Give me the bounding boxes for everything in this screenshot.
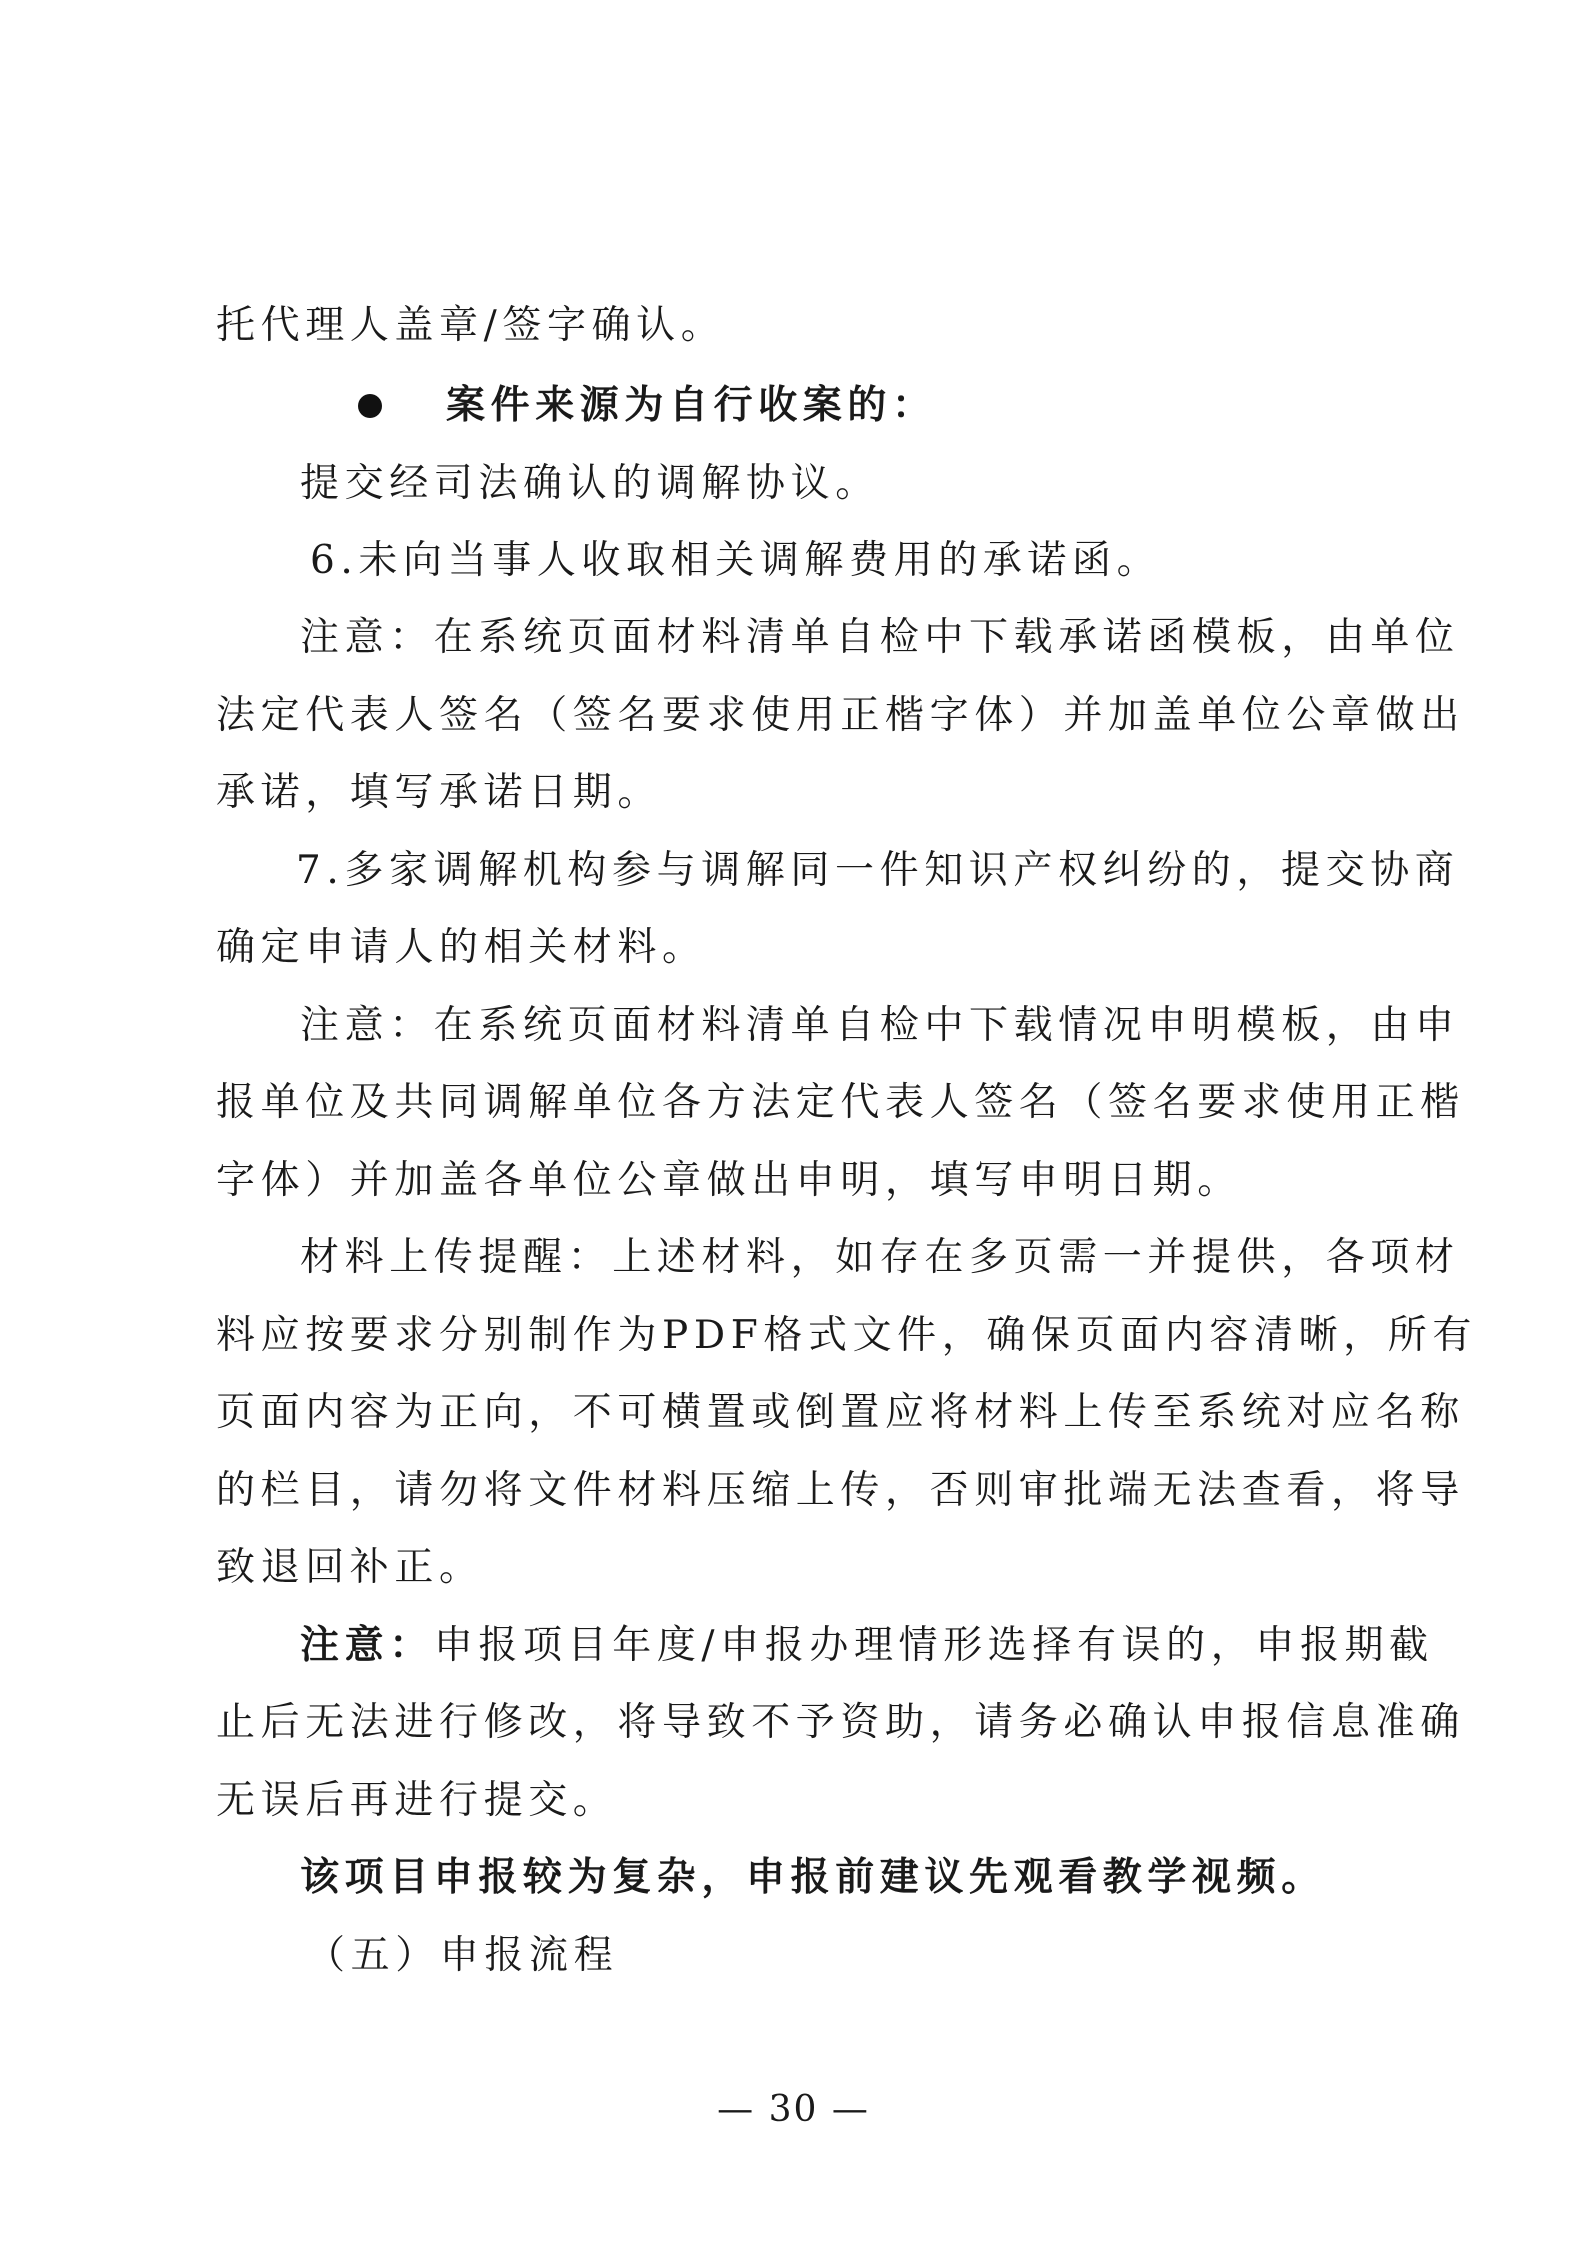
note-line — [300, 1620, 1480, 1672]
list-item-7: 7.多家调解机构参与调解同一件知识产权纠纷的，提交协商 — [296, 848, 1460, 893]
paragraph-line: 字体）并加盖各单位公章做出申明，填写申明日期。 — [216, 1158, 1242, 1203]
page-number: — 30 — — [717, 2089, 870, 2130]
list-item-6: 6.未向当事人收取相关调解费用的承诺函。 — [310, 538, 1162, 583]
note-text: 申报项目年度/申报办理情形选择有误的，申报期截 — [433, 1623, 1434, 1668]
paragraph-line: 料应按要求分别制作为PDF格式文件，确保页面内容清晰，所有 — [216, 1313, 1477, 1358]
paragraph-line: 无误后再进行提交。 — [216, 1778, 618, 1823]
bullet-heading: 案件来源为自行收案的： — [446, 383, 937, 428]
paragraph-line: 报单位及共同调解单位各方法定代表人签名（签名要求使用正楷 — [216, 1080, 1465, 1125]
paragraph-line: 法定代表人签名（签名要求使用正楷字体）并加盖单位公章做出 — [216, 693, 1465, 738]
note-label: 注意： — [300, 1623, 434, 1668]
emphasis-line: 该项目申报较为复杂，申报前建议先观看教学视频。 — [300, 1855, 1326, 1900]
paragraph-line: 提交经司法确认的调解协议。 — [300, 461, 880, 506]
paragraph-line: 承诺，填写承诺日期。 — [216, 770, 663, 815]
paragraph-line: 致退回补正。 — [216, 1545, 484, 1590]
bullet-item — [358, 380, 937, 432]
paragraph-line: 托代理人盖章/签字确认。 — [216, 303, 726, 348]
paragraph-line: 止后无法进行修改，将导致不予资助，请务必确认申报信息准确 — [216, 1700, 1465, 1745]
paragraph-line: 材料上传提醒：上述材料，如存在多页需一并提供，各项材 — [300, 1235, 1460, 1280]
paragraph-line: 确定申请人的相关材料。 — [216, 925, 707, 970]
paragraph-line: 的栏目，请勿将文件材料压缩上传，否则审批端无法查看，将导 — [216, 1468, 1465, 1513]
section-heading: （五）申报流程 — [306, 1933, 619, 1978]
paragraph-line: 页面内容为正向，不可横置或倒置应将材料上传至系统对应名称 — [216, 1390, 1465, 1435]
paragraph-line: 注意：在系统页面材料清单自检中下载情况申明模板，由申 — [300, 1003, 1460, 1048]
paragraph-line: 注意：在系统页面材料清单自检中下载承诺函模板，由单位 — [300, 615, 1460, 660]
bullet-dot-icon — [358, 394, 382, 418]
